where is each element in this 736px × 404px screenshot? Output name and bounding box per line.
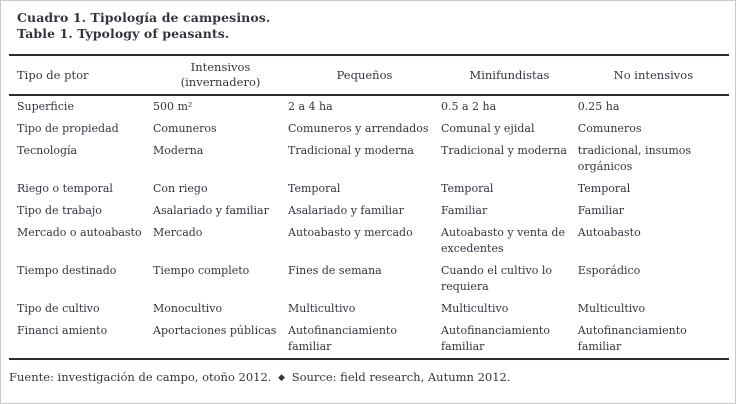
table-cell: tradicional, insumos orgánicos <box>577 144 692 173</box>
row-label: Tiempo destinado <box>17 264 117 277</box>
source-note-english: Source: field research, Autumn 2012. <box>291 370 511 384</box>
column-header: Minifundistas <box>441 55 578 95</box>
row-label: Tecnología <box>17 144 78 157</box>
table-cell: Tiempo completo <box>153 264 250 277</box>
table-cell: Autoabasto <box>577 226 641 239</box>
table-cell: Autoabasto y venta de excedentes <box>441 226 565 255</box>
row-label: Mercado o autoabasto <box>17 226 142 239</box>
table-cell: Familiar <box>577 204 625 217</box>
row-label: Tipo de cultivo <box>17 302 100 315</box>
column-header: Pequeños <box>288 55 441 95</box>
table-cell: Asalariado y familiar <box>288 204 404 217</box>
table-cell: Multicultivo <box>441 302 509 315</box>
table-cell: Temporal <box>577 182 631 195</box>
table-row <box>9 118 729 140</box>
table-cell: Temporal <box>288 182 341 195</box>
table-cell: Autofinanciamiento familiar <box>288 324 397 353</box>
table-cell: Comuneros <box>153 122 217 135</box>
table-cell: Con riego <box>153 182 208 195</box>
table-cell: Tradicional y moderna <box>441 144 567 157</box>
table-row <box>9 222 729 260</box>
header-row <box>9 55 729 95</box>
table-body <box>9 95 729 359</box>
typology-table <box>9 54 729 360</box>
table-cell: 500 m² <box>153 100 193 113</box>
table-cell: 0.25 ha <box>577 100 620 113</box>
row-label: Tipo de propiedad <box>17 122 119 135</box>
table-cell: Aportaciones públicas <box>153 324 277 337</box>
table-cell: 2 a 4 ha <box>288 100 333 113</box>
table-cell: 0.5 a 2 ha <box>441 100 497 113</box>
table-cell: Comunal y ejidal <box>441 122 535 135</box>
table-row <box>9 178 729 200</box>
table-cell: Esporádico <box>577 264 641 277</box>
table-cell: Tradicional y moderna <box>288 144 414 157</box>
table-cell: Autofinanciamiento familiar <box>441 324 550 353</box>
table-cell: Multicultivo <box>577 302 646 315</box>
table-cell: Comuneros y arrendados <box>288 122 429 135</box>
table-cell: Comuneros <box>577 122 642 135</box>
table-row <box>9 298 729 320</box>
table-cell: Mercado <box>153 226 203 239</box>
caption-english: Table 1. Typology of peasants. <box>17 26 230 41</box>
caption-spanish: Cuadro 1. Tipología de campesinos. <box>17 10 271 25</box>
table-row <box>9 320 729 359</box>
source-note <box>9 370 727 386</box>
row-label: Riego o temporal <box>17 182 113 195</box>
table-cell: Autofinanciamiento familiar <box>577 324 687 353</box>
table-row <box>9 200 729 222</box>
column-header: Intensivos (invernadero) <box>153 55 288 95</box>
table-cell: Familiar <box>441 204 488 217</box>
table-cell: Fines de semana <box>288 264 382 277</box>
table-row <box>9 260 729 298</box>
table-row <box>9 140 729 178</box>
table-cell: Cuando el cultivo lo requiera <box>441 264 553 293</box>
diamond-icon: ◆ <box>278 373 286 383</box>
table-cell: Moderna <box>153 144 204 157</box>
table-cell: Monocultivo <box>153 302 223 315</box>
row-label: Superficie <box>17 100 74 113</box>
column-header: Tipo de ptor <box>9 55 153 95</box>
table-cell: Asalariado y familiar <box>153 204 269 217</box>
table-cell: Multicultivo <box>288 302 356 315</box>
table-row <box>9 95 729 118</box>
table-caption <box>17 10 719 42</box>
row-label: Tipo de trabajo <box>17 204 102 217</box>
table-cell: Temporal <box>441 182 494 195</box>
row-label: Financi amiento <box>17 324 108 337</box>
source-note-spanish: Fuente: investigación de campo, otoño 2012. <box>9 370 272 384</box>
table-cell: Autoabasto y mercado <box>288 226 413 239</box>
column-header: No intensivos <box>578 55 729 95</box>
